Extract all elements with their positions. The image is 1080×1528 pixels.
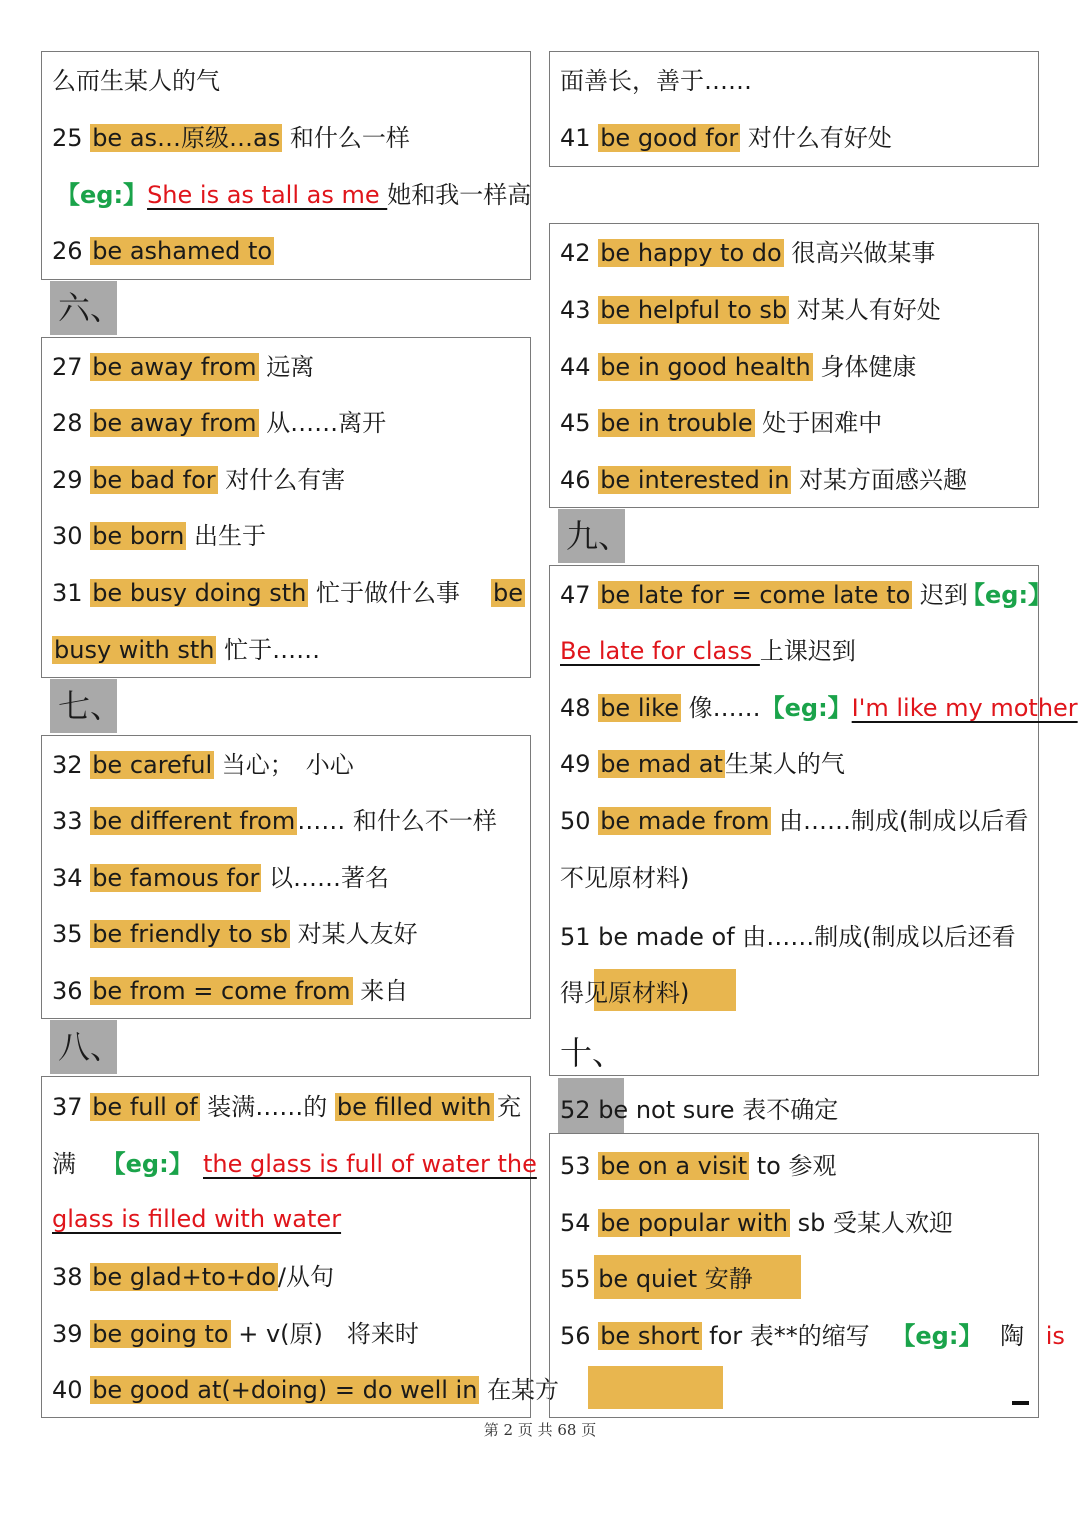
meaning: 对某方面感兴趣 <box>799 466 968 494</box>
entry-number: 42 <box>560 239 591 267</box>
example-sentence: Be late for class <box>560 637 760 665</box>
phrase: be in good health <box>600 353 811 381</box>
entry-number: 45 <box>560 409 591 437</box>
entry-28 <box>52 400 386 446</box>
left-line-0: 么而生某人的气 <box>52 67 220 95</box>
section-10-heading: 十、 <box>560 1034 625 1072</box>
meaning: 对某人友好 <box>297 920 418 948</box>
meaning: sb 受某人欢迎 <box>789 1209 953 1237</box>
entry-number: 35 <box>52 920 83 948</box>
entry-number: 32 <box>52 751 83 779</box>
example-25 <box>56 172 531 218</box>
entry-number: 44 <box>560 353 591 381</box>
entry-number: 30 <box>52 522 83 550</box>
phrase: be popular with <box>600 1209 788 1237</box>
entry-50-cont: 不见原材料) <box>560 864 690 892</box>
phrase: be from = come from <box>92 977 351 1005</box>
entry-30 <box>52 513 266 559</box>
phrase: be as…原级…as <box>92 124 281 152</box>
entry-36 <box>52 968 408 1014</box>
section-9-heading: 九、 <box>558 509 625 563</box>
entry-number: 28 <box>52 409 83 437</box>
example-sentence-cont: glass is filled with water <box>52 1205 342 1233</box>
page-footer: 第 2 页 共 68 页 <box>483 1421 597 1439</box>
entry-number: 49 <box>560 750 591 778</box>
meaning: not sure 表不确定 <box>628 1096 839 1124</box>
meaning: 以……著名 <box>269 864 390 892</box>
entry-51: 51 be made of 由……制成(制成以后还看 <box>560 923 1016 951</box>
example-word: is <box>1045 1322 1065 1350</box>
entry-52 <box>560 1087 838 1133</box>
phrase: be made from <box>600 807 770 835</box>
phrase: be ashamed to <box>92 237 273 265</box>
meaning: 对某人有好处 <box>796 296 941 324</box>
entry-50 <box>560 798 1028 844</box>
entry-44 <box>560 344 916 390</box>
entry-number: 46 <box>560 466 591 494</box>
eg-tag: 【eg:】 <box>961 581 1053 609</box>
entry-45 <box>560 400 882 446</box>
entry-number: 43 <box>560 296 591 324</box>
entry-number: 56 <box>560 1322 591 1350</box>
entry-38 <box>52 1254 334 1300</box>
entry-number: 36 <box>52 977 83 1005</box>
entry-47 <box>560 572 968 618</box>
meaning: 装满……的 <box>207 1093 328 1121</box>
example-sentence: I'm like my mother <box>851 694 1078 722</box>
entry-number: 34 <box>52 864 83 892</box>
meaning: 很高兴做某事 <box>791 239 936 267</box>
phrase: be different from <box>92 807 296 835</box>
entry-47-eg <box>961 572 1052 618</box>
entry-32 <box>52 742 354 788</box>
phrase: be mad at <box>600 750 723 778</box>
example-translation: 她和我一样高 <box>387 181 532 209</box>
entry-31-cont <box>52 627 320 673</box>
entry-37-char <box>497 1084 521 1130</box>
entry-number: 27 <box>52 353 83 381</box>
entry-number: 25 <box>52 124 83 152</box>
entry-41 <box>560 115 892 161</box>
meaning: 由……制成(制成以后看 <box>779 807 1029 835</box>
entry-31-be <box>491 570 525 616</box>
meaning: 远离 <box>266 353 315 381</box>
meaning: 对什么有害 <box>225 466 346 494</box>
phrase: be like <box>600 694 679 722</box>
entry-number: 29 <box>52 466 83 494</box>
entry-35 <box>52 911 418 957</box>
meaning: 生某人的气 <box>724 750 845 778</box>
entry-number: 40 <box>52 1376 83 1404</box>
section-8-heading: 八、 <box>50 1020 117 1074</box>
meaning: 在某方 <box>487 1376 560 1404</box>
entry-39 <box>52 1311 419 1357</box>
entry-53 <box>560 1143 837 1189</box>
underline-mark <box>1012 1401 1029 1405</box>
entry-55 <box>560 1256 753 1302</box>
right-line-0: 面善长，善于…… <box>560 67 752 95</box>
meaning: 对什么有好处 <box>747 124 892 152</box>
entry-43 <box>560 287 941 333</box>
meaning: 来自 <box>360 977 409 1005</box>
meaning: 忙于…… <box>224 636 321 664</box>
phrase: be full of <box>92 1093 198 1121</box>
meaning-2: 充 <box>497 1093 521 1121</box>
entry-26 <box>52 228 274 274</box>
example-translation: 上课迟到 <box>759 637 856 665</box>
entry-number: 54 <box>560 1209 591 1237</box>
phrase-2: be filled with <box>336 1093 492 1121</box>
phrase: be away from <box>92 353 257 381</box>
meaning: …… 和什么不一样 <box>297 807 497 835</box>
entry-34 <box>52 855 389 901</box>
entry-29 <box>52 457 345 503</box>
meaning: 从……离开 <box>266 409 387 437</box>
example-sentence: She is as tall as me <box>147 181 388 209</box>
entry-46 <box>560 457 967 503</box>
meaning: /从句 <box>277 1263 334 1291</box>
entry-number: 37 <box>52 1093 83 1121</box>
phrase: be late for = come late to <box>600 581 911 609</box>
meaning: 像…… <box>688 694 761 722</box>
phrase: be happy to do <box>600 239 782 267</box>
entry-number: 47 <box>560 581 591 609</box>
example-sentence: the glass is full of water the <box>203 1150 537 1178</box>
meaning: to 参观 <box>749 1152 837 1180</box>
entry-47-example <box>560 628 856 674</box>
meaning: 忙于做什么事 <box>316 579 461 607</box>
entry-37 <box>52 1084 494 1130</box>
entry-37-example <box>203 1141 537 1187</box>
phrase: be bad for <box>92 466 216 494</box>
phrase: be going to <box>92 1320 229 1348</box>
entry-33 <box>52 798 497 844</box>
meaning: + v(原) 将来时 <box>238 1320 419 1348</box>
entry-48 <box>560 685 1078 731</box>
eg-tag: 【eg:】 <box>56 181 148 209</box>
entry-number: 33 <box>52 807 83 835</box>
phrase: be quiet 安静 <box>598 1265 753 1293</box>
meaning: 和什么一样 <box>289 124 410 152</box>
eg-tag: 【eg:】 <box>891 1322 983 1350</box>
meaning-2-cont: 满 <box>52 1150 76 1178</box>
phrase: be interested in <box>600 466 790 494</box>
phrase: be helpful to sb <box>600 296 788 324</box>
entry-27 <box>52 344 314 390</box>
meaning: 当心； 小心 <box>221 751 354 779</box>
entry-40 <box>52 1367 559 1413</box>
phrase: be glad+to+do <box>92 1263 276 1291</box>
phrase: be busy doing sth <box>92 579 307 607</box>
entry-31 <box>52 570 460 616</box>
entry-number: 52 <box>560 1096 591 1124</box>
section-7-heading: 七、 <box>50 679 117 733</box>
eg-tag: 【eg:】 <box>101 1150 193 1178</box>
entry-54 <box>560 1200 953 1246</box>
meaning: 身体健康 <box>820 353 917 381</box>
meaning: 出生于 <box>194 522 267 550</box>
entry-42 <box>560 230 935 276</box>
phrase: be <box>598 1096 629 1124</box>
entry-number: 26 <box>52 237 83 265</box>
phrase: be famous for <box>92 864 260 892</box>
meaning: for 表**的缩写 <box>701 1322 870 1350</box>
phrase: be on a visit <box>600 1152 748 1180</box>
meaning: 处于困难中 <box>762 409 883 437</box>
phrase: be friendly to sb <box>92 920 288 948</box>
entry-number: 55 <box>560 1265 591 1293</box>
phrase: busy with sth <box>54 636 215 664</box>
entry-number: 53 <box>560 1152 591 1180</box>
phrase: be short <box>600 1322 700 1350</box>
phrase: be good for <box>600 124 739 152</box>
phrase: be born <box>92 522 185 550</box>
entry-51-cont: 得见原材料) <box>560 979 690 1007</box>
entry-number: 38 <box>52 1263 83 1291</box>
entry-number: 50 <box>560 807 591 835</box>
phrase: be away from <box>92 409 257 437</box>
entry-37-example-cont <box>52 1196 341 1242</box>
entry-49 <box>560 741 845 787</box>
entry-56 <box>560 1313 1065 1359</box>
phrase: be good at(+doing) = do well in <box>92 1376 478 1404</box>
entry-37-eg <box>52 1141 193 1187</box>
entry-number: 41 <box>560 124 591 152</box>
entry-number: 31 <box>52 579 83 607</box>
phrase: be careful <box>92 751 213 779</box>
meaning: 迟到 <box>919 581 968 609</box>
eg-tag: 【eg:】 <box>760 694 852 722</box>
phrase: be <box>493 579 523 607</box>
section-6-heading: 六、 <box>50 281 117 335</box>
example-char: 陶 <box>1000 1322 1025 1350</box>
entry-25 <box>52 115 410 161</box>
entry-number: 48 <box>560 694 591 722</box>
entry-number: 39 <box>52 1320 83 1348</box>
entry-56-highlight-block <box>588 1366 723 1409</box>
phrase: be in trouble <box>600 409 753 437</box>
